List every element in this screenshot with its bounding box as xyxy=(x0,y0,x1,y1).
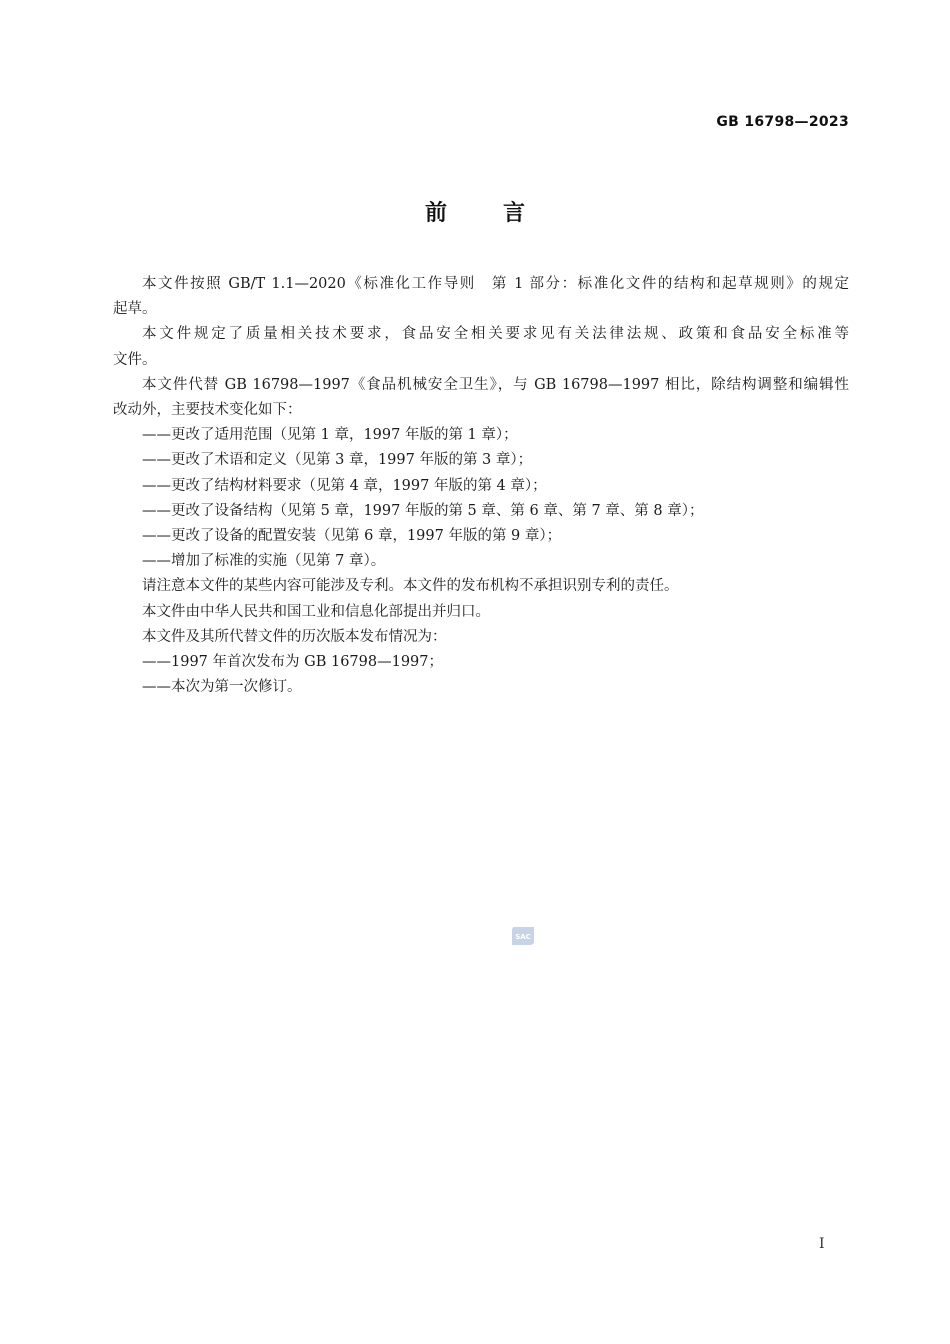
paragraph-line: 起草。 xyxy=(113,301,157,318)
sac-logo-icon xyxy=(510,925,536,947)
standard-number: GB 16798—2023 xyxy=(716,114,849,130)
proposer-note: 本文件由中华人民共和国工业和信息化部提出并归口。 xyxy=(142,603,490,620)
paragraph-line: 本文件代替 GB 16798—1997《食品机械安全卫生》，与 GB 16798—1997 相比，除结构调整和编辑性 xyxy=(142,376,849,393)
svg-text:SAC: SAC xyxy=(515,933,531,941)
change-item: ——增加了标准的实施（见第 7 章）。 xyxy=(142,553,386,570)
change-item: ——更改了设备结构（见第 5 章，1997 年版的第 5 章、第 6 章、第 7 章、第 8 章）； xyxy=(142,502,704,519)
paragraph-drafting-basis xyxy=(113,272,849,322)
page-number: I xyxy=(819,1236,825,1252)
history-item: ——1997 年首次发布为 GB 16798—1997； xyxy=(142,654,443,671)
paragraph-line: 改动外，主要技术变化如下： xyxy=(113,402,302,419)
paragraph-replacement xyxy=(113,373,849,423)
document-body xyxy=(113,272,849,700)
page-title: 前言 xyxy=(424,201,581,226)
change-item: ——更改了术语和定义（见第 3 章，1997 年版的第 3 章）； xyxy=(142,452,533,469)
paragraph-line: 文件。 xyxy=(113,351,157,368)
history-item: ——本次为第一次修订。 xyxy=(142,679,302,696)
change-item: ——更改了设备的配置安装（见第 6 章，1997 年版的第 9 章）； xyxy=(142,528,562,545)
patent-note: 请注意本文件的某些内容可能涉及专利。本文件的发布机构不承担识别专利的责任。 xyxy=(142,578,679,595)
change-item: ——更改了适用范围（见第 1 章，1997 年版的第 1 章）； xyxy=(142,427,518,444)
paragraph-line: 本文件按照 GB/T 1.1—2020《标准化工作导则 第 1 部分：标准化文件的结构和起草规则》的规定 xyxy=(142,276,849,292)
paragraph-line: 本文件规定了质量相关技术要求，食品安全相关要求见有关法律法规、政策和食品安全标准等 xyxy=(142,326,849,343)
paragraph-scope-note xyxy=(113,322,849,372)
change-item: ——更改了结构材料要求（见第 4 章，1997 年版的第 4 章）； xyxy=(142,477,547,494)
history-intro: 本文件及其所代替文件的历次版本发布情况为： xyxy=(142,628,447,645)
